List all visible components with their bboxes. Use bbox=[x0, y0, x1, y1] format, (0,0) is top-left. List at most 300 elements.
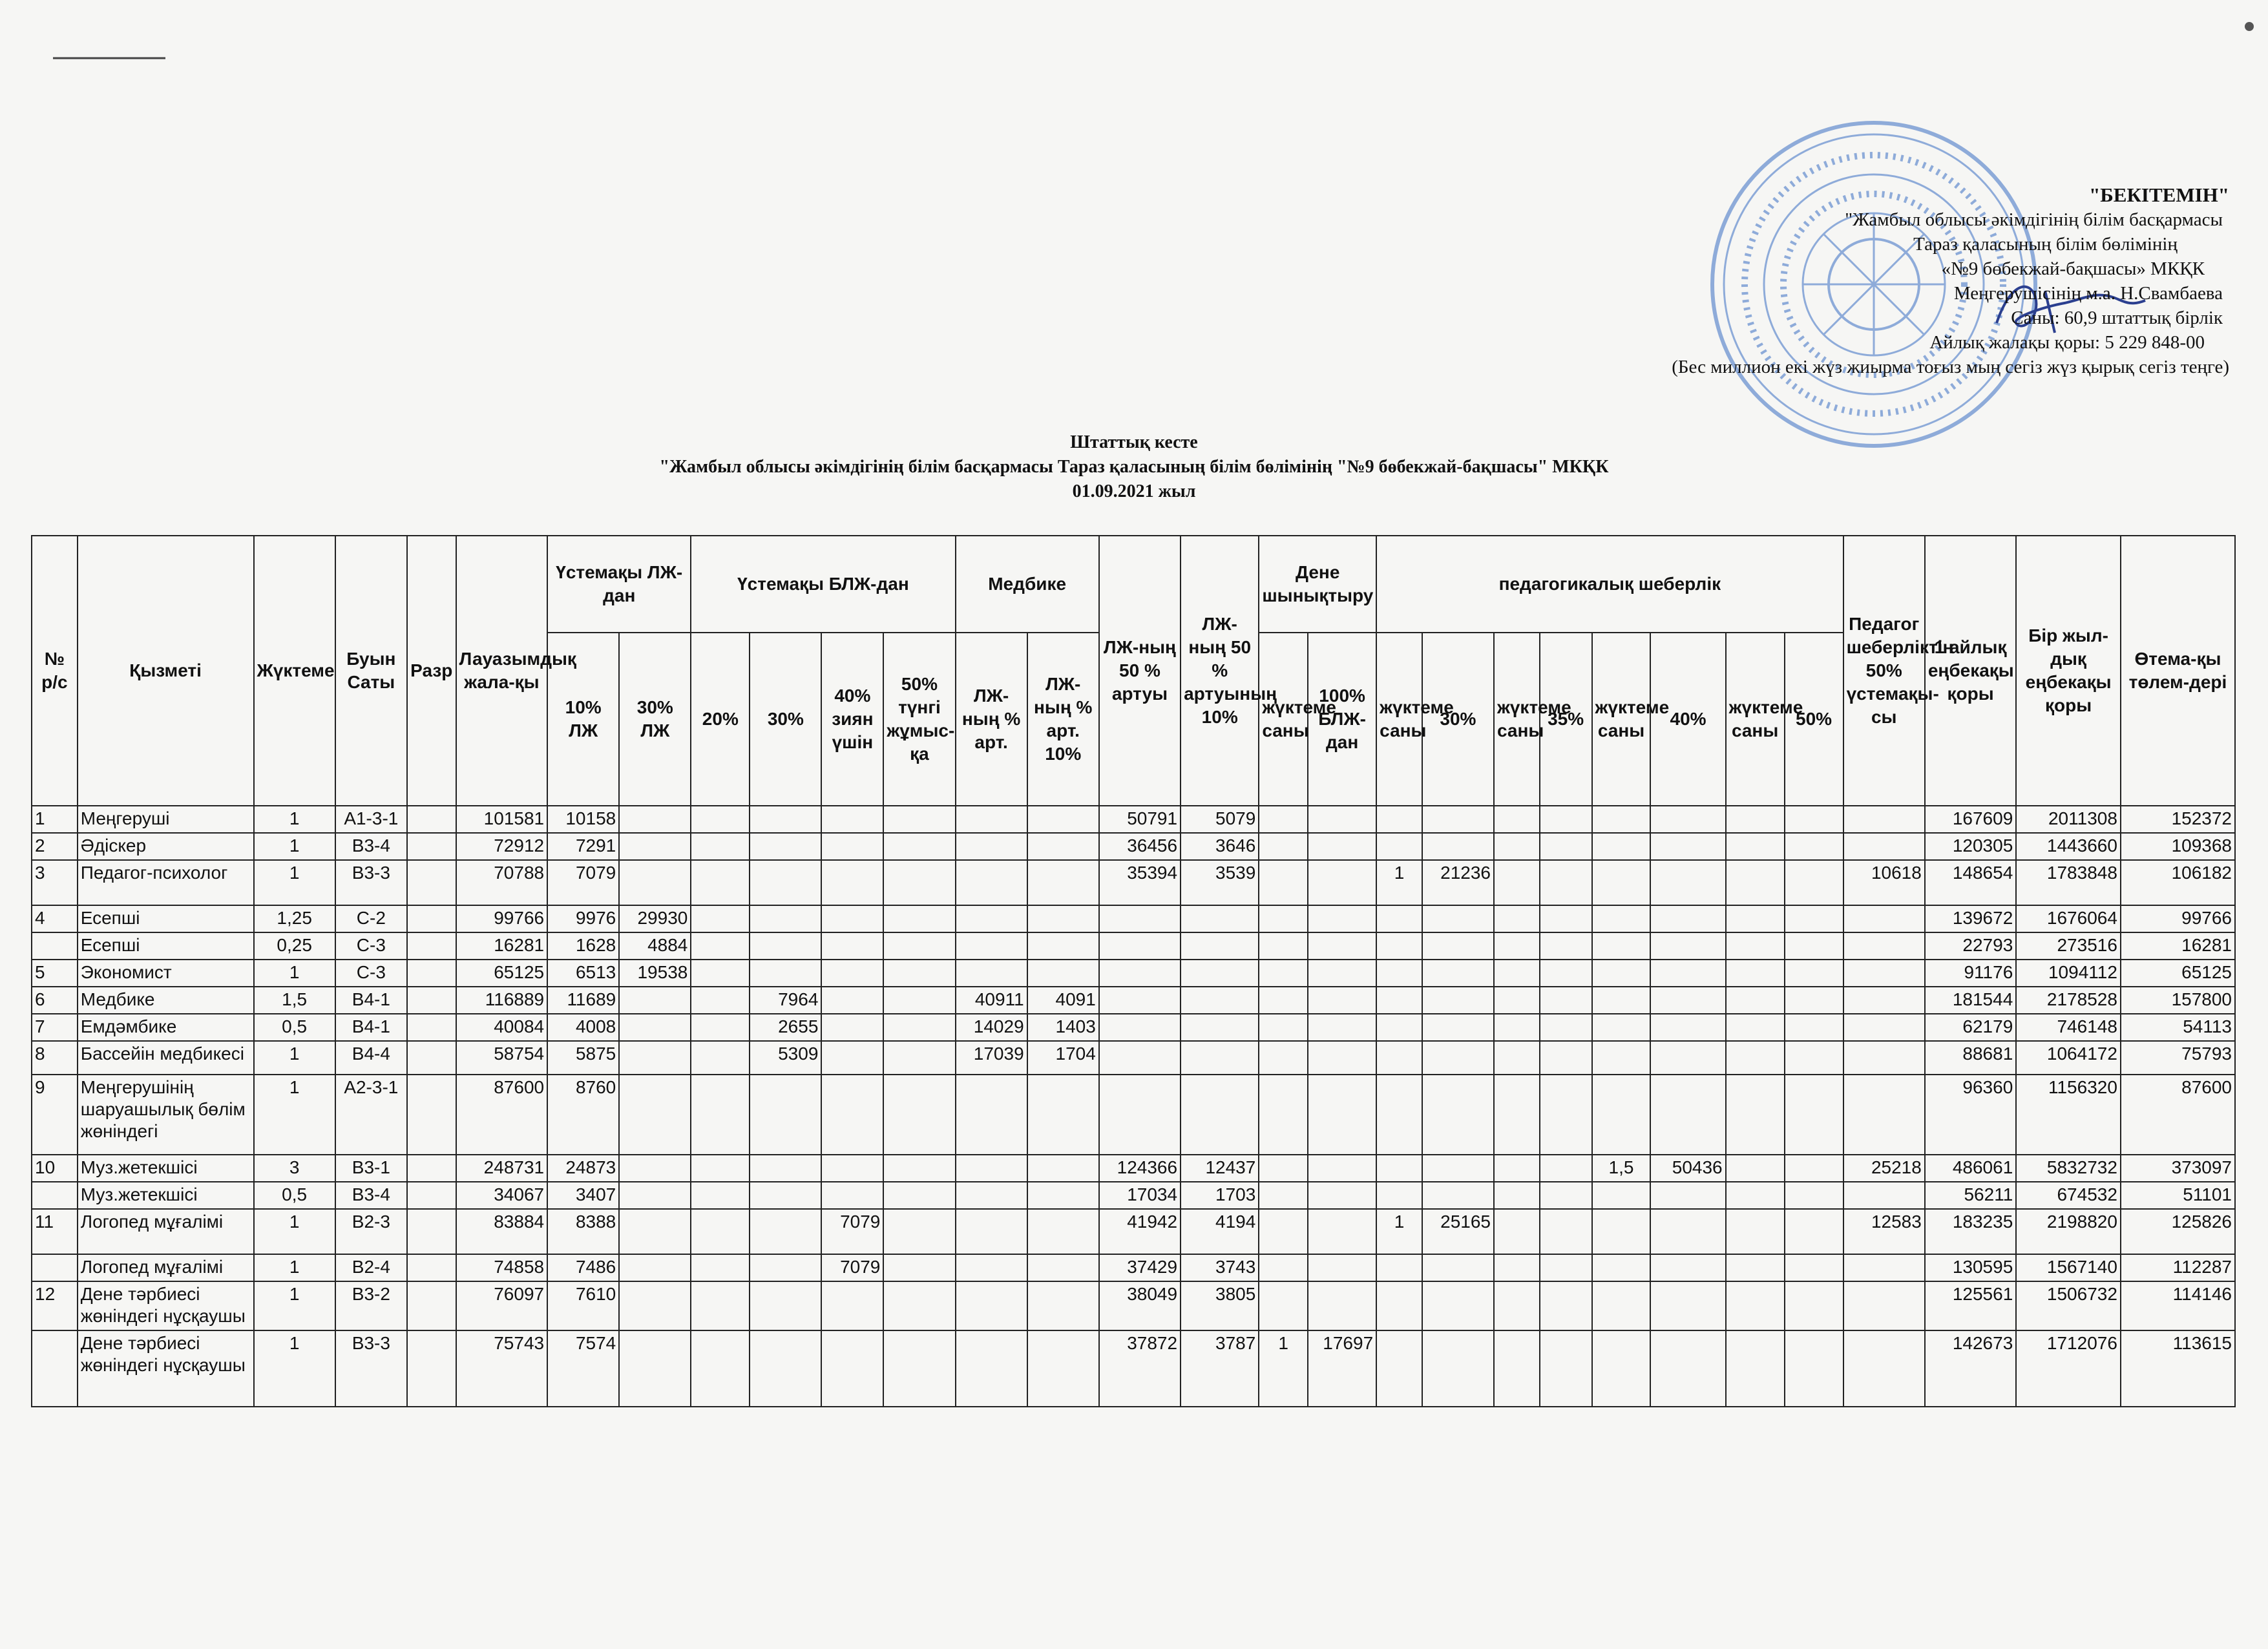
approval-fund-in-words: (Бес миллион екі жүз жиырма тоғыз мың сегіз жүз қырық сегіз теңге) bbox=[1672, 357, 2229, 377]
cell-salary: 76097 bbox=[456, 1281, 547, 1330]
cell-c20 bbox=[691, 1281, 750, 1330]
col-bonus-blzh: Үстемақы БЛЖ-дан bbox=[691, 536, 955, 633]
cell-rank bbox=[407, 932, 456, 960]
cell-k4 bbox=[1726, 833, 1785, 860]
cell-rank bbox=[407, 806, 456, 833]
cell-load: 1 bbox=[254, 860, 335, 905]
cell-salary: 16281 bbox=[456, 932, 547, 960]
table-row bbox=[32, 1155, 2235, 1182]
cell-c20 bbox=[691, 1041, 750, 1075]
cell-p35 bbox=[1540, 1254, 1592, 1281]
cell-c30 bbox=[750, 1254, 821, 1281]
cell-p40 bbox=[1650, 1281, 1725, 1330]
title-line: Штаттық кесте bbox=[1070, 432, 1198, 452]
cell-c30: 5309 bbox=[750, 1041, 821, 1075]
col-physical-education: Дене шынықтыру bbox=[1259, 536, 1376, 633]
cell-c40 bbox=[821, 833, 883, 860]
cell-b10: 3407 bbox=[547, 1182, 619, 1209]
cell-c20 bbox=[691, 932, 750, 960]
cell-b30 bbox=[619, 860, 691, 905]
cell-grade: В2-4 bbox=[335, 1254, 407, 1281]
cell-no: 8 bbox=[32, 1041, 78, 1075]
cell-name: Емдәмбике bbox=[78, 1014, 254, 1041]
subcol: жүктеме саны bbox=[1726, 633, 1785, 806]
table-row bbox=[32, 860, 2235, 905]
cell-c20 bbox=[691, 1155, 750, 1182]
cell-l50: 124366 bbox=[1099, 1155, 1181, 1182]
cell-c20 bbox=[691, 833, 750, 860]
cell-grade: С-3 bbox=[335, 960, 407, 987]
cell-salary: 83884 bbox=[456, 1209, 547, 1254]
cell-ped50: 12583 bbox=[1843, 1209, 1925, 1254]
col-bonus-lzh: Үстемақы ЛЖ-дан bbox=[547, 536, 691, 633]
cell-m: 62179 bbox=[1925, 1014, 2016, 1041]
cell-rank bbox=[407, 960, 456, 987]
cell-k3 bbox=[1592, 987, 1651, 1014]
cell-l10: 12437 bbox=[1181, 1155, 1259, 1182]
cell-k2 bbox=[1494, 1209, 1540, 1254]
cell-p35 bbox=[1540, 905, 1592, 932]
cell-n1 bbox=[956, 833, 1027, 860]
cell-l10 bbox=[1181, 987, 1259, 1014]
subcol: 20% bbox=[691, 633, 750, 806]
cell-n1 bbox=[956, 1075, 1027, 1155]
cell-n1: 17039 bbox=[956, 1041, 1027, 1075]
cell-k2 bbox=[1494, 1281, 1540, 1330]
cell-pe100 bbox=[1308, 1014, 1376, 1041]
cell-k3 bbox=[1592, 806, 1651, 833]
cell-p35 bbox=[1540, 806, 1592, 833]
subcol: жүктеме саны bbox=[1376, 633, 1422, 806]
cell-k1: 1 bbox=[1376, 1209, 1422, 1254]
title-date: 01.09.2021 жыл bbox=[1072, 481, 1196, 501]
cell-rank bbox=[407, 1281, 456, 1330]
cell-c30 bbox=[750, 1330, 821, 1407]
cell-comp: 157800 bbox=[2121, 987, 2235, 1014]
col-salary: Лауазымдық жала-қы bbox=[456, 536, 547, 806]
cell-c30 bbox=[750, 960, 821, 987]
cell-n2: 1704 bbox=[1027, 1041, 1099, 1075]
cell-name: Муз.жетекшісі bbox=[78, 1182, 254, 1209]
cell-y: 2178528 bbox=[2016, 987, 2121, 1014]
cell-c20 bbox=[691, 1254, 750, 1281]
cell-load: 0,5 bbox=[254, 1014, 335, 1041]
cell-salary: 87600 bbox=[456, 1075, 547, 1155]
cell-n2 bbox=[1027, 1254, 1099, 1281]
cell-m: 167609 bbox=[1925, 806, 2016, 833]
cell-rank bbox=[407, 1014, 456, 1041]
cell-y: 1156320 bbox=[2016, 1075, 2121, 1155]
cell-p30: 21236 bbox=[1422, 860, 1494, 905]
cell-k1 bbox=[1376, 905, 1422, 932]
cell-k1 bbox=[1376, 1254, 1422, 1281]
col-rank: Разр bbox=[407, 536, 456, 806]
cell-k4 bbox=[1726, 1330, 1785, 1407]
cell-n2: 1403 bbox=[1027, 1014, 1099, 1041]
cell-no: 11 bbox=[32, 1209, 78, 1254]
approval-monthly-fund: Айлық жалақы қоры: 5 229 848-00 bbox=[1929, 332, 2205, 353]
cell-pe100 bbox=[1308, 960, 1376, 987]
cell-m: 56211 bbox=[1925, 1182, 2016, 1209]
cell-p30 bbox=[1422, 1155, 1494, 1182]
cell-c30 bbox=[750, 1155, 821, 1182]
cell-c40 bbox=[821, 1014, 883, 1041]
cell-p30 bbox=[1422, 1182, 1494, 1209]
cell-k1 bbox=[1376, 1014, 1422, 1041]
cell-c50 bbox=[883, 860, 955, 905]
cell-y: 1064172 bbox=[2016, 1041, 2121, 1075]
cell-y: 1094112 bbox=[2016, 960, 2121, 987]
cell-p50 bbox=[1785, 1041, 1843, 1075]
cell-l10: 5079 bbox=[1181, 806, 1259, 833]
cell-name: Логопед мұғалімі bbox=[78, 1209, 254, 1254]
cell-c50 bbox=[883, 1281, 955, 1330]
cell-k4 bbox=[1726, 1041, 1785, 1075]
cell-rank bbox=[407, 1254, 456, 1281]
cell-pe100 bbox=[1308, 1155, 1376, 1182]
cell-b30: 29930 bbox=[619, 905, 691, 932]
cell-p35 bbox=[1540, 860, 1592, 905]
cell-rank bbox=[407, 1041, 456, 1075]
cell-b30 bbox=[619, 987, 691, 1014]
cell-no: 9 bbox=[32, 1075, 78, 1155]
cell-p30 bbox=[1422, 1075, 1494, 1155]
table-row bbox=[32, 960, 2235, 987]
cell-ped50 bbox=[1843, 905, 1925, 932]
cell-k2 bbox=[1494, 987, 1540, 1014]
cell-b10: 7079 bbox=[547, 860, 619, 905]
cell-c20 bbox=[691, 1209, 750, 1254]
cell-p35 bbox=[1540, 1330, 1592, 1407]
cell-k3 bbox=[1592, 1209, 1651, 1254]
cell-c40 bbox=[821, 806, 883, 833]
cell-load: 1 bbox=[254, 960, 335, 987]
cell-k2 bbox=[1494, 860, 1540, 905]
cell-no bbox=[32, 1330, 78, 1407]
cell-b10: 6513 bbox=[547, 960, 619, 987]
cell-pe100 bbox=[1308, 806, 1376, 833]
cell-rank bbox=[407, 860, 456, 905]
cell-l50: 38049 bbox=[1099, 1281, 1181, 1330]
cell-p50 bbox=[1785, 1182, 1843, 1209]
cell-ped50 bbox=[1843, 1254, 1925, 1281]
cell-rank bbox=[407, 987, 456, 1014]
cell-grade: В3-4 bbox=[335, 1182, 407, 1209]
cell-grade: В3-1 bbox=[335, 1155, 407, 1182]
cell-k1: 1 bbox=[1376, 860, 1422, 905]
cell-k4 bbox=[1726, 1254, 1785, 1281]
cell-p50 bbox=[1785, 960, 1843, 987]
cell-k3 bbox=[1592, 1041, 1651, 1075]
cell-load: 0,25 bbox=[254, 932, 335, 960]
cell-c50 bbox=[883, 1254, 955, 1281]
cell-k2 bbox=[1494, 1041, 1540, 1075]
cell-y: 1443660 bbox=[2016, 833, 2121, 860]
cell-c50 bbox=[883, 1182, 955, 1209]
cell-p30 bbox=[1422, 1254, 1494, 1281]
cell-load: 1 bbox=[254, 1041, 335, 1075]
cell-k4 bbox=[1726, 932, 1785, 960]
cell-grade: С-3 bbox=[335, 932, 407, 960]
cell-p35 bbox=[1540, 1155, 1592, 1182]
cell-n2: 4091 bbox=[1027, 987, 1099, 1014]
cell-no: 6 bbox=[32, 987, 78, 1014]
cell-m: 96360 bbox=[1925, 1075, 2016, 1155]
cell-no: 2 bbox=[32, 833, 78, 860]
table-row bbox=[32, 987, 2235, 1014]
cell-k4 bbox=[1726, 1182, 1785, 1209]
cell-salary: 75743 bbox=[456, 1330, 547, 1407]
cell-p35 bbox=[1540, 1041, 1592, 1075]
cell-b30 bbox=[619, 1075, 691, 1155]
cell-ped50 bbox=[1843, 833, 1925, 860]
cell-c20 bbox=[691, 860, 750, 905]
cell-c40: 7079 bbox=[821, 1254, 883, 1281]
cell-p50 bbox=[1785, 1075, 1843, 1155]
cell-b30 bbox=[619, 1254, 691, 1281]
cell-pec bbox=[1259, 1075, 1308, 1155]
cell-comp: 109368 bbox=[2121, 833, 2235, 860]
cell-b30 bbox=[619, 1155, 691, 1182]
cell-c30: 2655 bbox=[750, 1014, 821, 1041]
cell-y: 273516 bbox=[2016, 932, 2121, 960]
cell-b30 bbox=[619, 1281, 691, 1330]
cell-no: 12 bbox=[32, 1281, 78, 1330]
col-no: № р/с bbox=[32, 536, 78, 806]
cell-p30 bbox=[1422, 1281, 1494, 1330]
subcol: 35% bbox=[1540, 633, 1592, 806]
cell-name: Бассейін медбикесі bbox=[78, 1041, 254, 1075]
cell-c50 bbox=[883, 806, 955, 833]
cell-salary: 74858 bbox=[456, 1254, 547, 1281]
cell-p35 bbox=[1540, 1182, 1592, 1209]
cell-n2 bbox=[1027, 860, 1099, 905]
cell-p40 bbox=[1650, 1254, 1725, 1281]
cell-p35 bbox=[1540, 1209, 1592, 1254]
cell-y: 1676064 bbox=[2016, 905, 2121, 932]
cell-comp: 125826 bbox=[2121, 1209, 2235, 1254]
cell-l50 bbox=[1099, 932, 1181, 960]
subcol: жүктеме саны bbox=[1592, 633, 1651, 806]
cell-n2 bbox=[1027, 1281, 1099, 1330]
cell-c40 bbox=[821, 932, 883, 960]
approval-signatory: Меңгерушісінің м.а. Н.Свамбаева bbox=[1953, 283, 2223, 304]
table-row bbox=[32, 1281, 2235, 1330]
cell-no bbox=[32, 1182, 78, 1209]
cell-m: 88681 bbox=[1925, 1041, 2016, 1075]
cell-pe100 bbox=[1308, 1254, 1376, 1281]
subcol: 40% зиян үшін bbox=[821, 633, 883, 806]
cell-n1: 14029 bbox=[956, 1014, 1027, 1041]
cell-comp: 51101 bbox=[2121, 1182, 2235, 1209]
cell-comp: 112287 bbox=[2121, 1254, 2235, 1281]
cell-pec bbox=[1259, 806, 1308, 833]
cell-k2 bbox=[1494, 1254, 1540, 1281]
cell-salary: 70788 bbox=[456, 860, 547, 905]
cell-m: 91176 bbox=[1925, 960, 2016, 987]
cell-b30 bbox=[619, 1209, 691, 1254]
cell-b10: 8388 bbox=[547, 1209, 619, 1254]
cell-l10: 4194 bbox=[1181, 1209, 1259, 1254]
cell-l10: 3787 bbox=[1181, 1330, 1259, 1407]
cell-ped50 bbox=[1843, 1330, 1925, 1407]
cell-k3 bbox=[1592, 932, 1651, 960]
cell-c50 bbox=[883, 1209, 955, 1254]
cell-rank bbox=[407, 833, 456, 860]
cell-k2 bbox=[1494, 1155, 1540, 1182]
cell-load: 1,5 bbox=[254, 987, 335, 1014]
cell-k3 bbox=[1592, 1075, 1651, 1155]
approval-heading: "БЕКІТЕМІН" bbox=[2089, 184, 2229, 206]
cell-no: 7 bbox=[32, 1014, 78, 1041]
cell-l50: 17034 bbox=[1099, 1182, 1181, 1209]
cell-name: Есепші bbox=[78, 905, 254, 932]
cell-c40 bbox=[821, 905, 883, 932]
cell-ped50 bbox=[1843, 960, 1925, 987]
cell-b10: 5875 bbox=[547, 1041, 619, 1075]
cell-c50 bbox=[883, 932, 955, 960]
cell-no: 1 bbox=[32, 806, 78, 833]
cell-c40 bbox=[821, 987, 883, 1014]
cell-l50 bbox=[1099, 987, 1181, 1014]
cell-n1 bbox=[956, 860, 1027, 905]
cell-c20 bbox=[691, 987, 750, 1014]
cell-k3 bbox=[1592, 960, 1651, 987]
cell-pec bbox=[1259, 1182, 1308, 1209]
cell-b10: 7291 bbox=[547, 833, 619, 860]
cell-n2 bbox=[1027, 1209, 1099, 1254]
cell-p50 bbox=[1785, 806, 1843, 833]
cell-y: 1783848 bbox=[2016, 860, 2121, 905]
cell-n2 bbox=[1027, 1155, 1099, 1182]
cell-k4 bbox=[1726, 1209, 1785, 1254]
cell-b30 bbox=[619, 1014, 691, 1041]
cell-c50 bbox=[883, 905, 955, 932]
cell-ped50 bbox=[1843, 1041, 1925, 1075]
cell-load: 1 bbox=[254, 1330, 335, 1407]
cell-b30 bbox=[619, 1182, 691, 1209]
cell-name: Педагог-психолог bbox=[78, 860, 254, 905]
cell-no: 4 bbox=[32, 905, 78, 932]
subcol: 10% ЛЖ bbox=[547, 633, 619, 806]
approval-staff-units: Саны: 60,9 штаттық бірлік bbox=[2011, 308, 2223, 328]
cell-n1 bbox=[956, 1155, 1027, 1182]
cell-ped50: 10618 bbox=[1843, 860, 1925, 905]
cell-m: 142673 bbox=[1925, 1330, 2016, 1407]
cell-c40 bbox=[821, 1041, 883, 1075]
cell-p40 bbox=[1650, 905, 1725, 932]
subcol: 50% түнгі жұмыс-қа bbox=[883, 633, 955, 806]
cell-p30 bbox=[1422, 987, 1494, 1014]
subcol: ЛЖ-ның % арт. bbox=[956, 633, 1027, 806]
cell-p40 bbox=[1650, 1209, 1725, 1254]
cell-c50 bbox=[883, 1075, 955, 1155]
table-row bbox=[32, 1330, 2235, 1407]
cell-n1 bbox=[956, 806, 1027, 833]
cell-ped50 bbox=[1843, 1281, 1925, 1330]
cell-name: Медбике bbox=[78, 987, 254, 1014]
cell-l50: 35394 bbox=[1099, 860, 1181, 905]
cell-rank bbox=[407, 1182, 456, 1209]
cell-ped50 bbox=[1843, 932, 1925, 960]
cell-c50 bbox=[883, 987, 955, 1014]
cell-comp: 99766 bbox=[2121, 905, 2235, 932]
cell-no bbox=[32, 1254, 78, 1281]
cell-k1 bbox=[1376, 1182, 1422, 1209]
cell-l50: 50791 bbox=[1099, 806, 1181, 833]
table-row bbox=[32, 806, 2235, 833]
cell-ped50 bbox=[1843, 1182, 1925, 1209]
cell-load: 1,25 bbox=[254, 905, 335, 932]
cell-p40 bbox=[1650, 860, 1725, 905]
cell-load: 1 bbox=[254, 1209, 335, 1254]
cell-pe100 bbox=[1308, 1182, 1376, 1209]
cell-salary: 72912 bbox=[456, 833, 547, 860]
cell-l10: 3743 bbox=[1181, 1254, 1259, 1281]
cell-pec bbox=[1259, 1254, 1308, 1281]
cell-pe100 bbox=[1308, 1281, 1376, 1330]
cell-k4 bbox=[1726, 1014, 1785, 1041]
cell-k3 bbox=[1592, 1330, 1651, 1407]
cell-n2 bbox=[1027, 932, 1099, 960]
cell-c40 bbox=[821, 960, 883, 987]
cell-load: 1 bbox=[254, 833, 335, 860]
cell-b30 bbox=[619, 1041, 691, 1075]
cell-b10: 7574 bbox=[547, 1330, 619, 1407]
cell-p35 bbox=[1540, 932, 1592, 960]
cell-m: 181544 bbox=[1925, 987, 2016, 1014]
cell-n2 bbox=[1027, 905, 1099, 932]
cell-comp: 16281 bbox=[2121, 932, 2235, 960]
cell-k1 bbox=[1376, 806, 1422, 833]
cell-load: 0,5 bbox=[254, 1182, 335, 1209]
cell-p30 bbox=[1422, 960, 1494, 987]
pen-mark bbox=[52, 56, 168, 61]
cell-l10: 3539 bbox=[1181, 860, 1259, 905]
cell-name: Экономист bbox=[78, 960, 254, 987]
cell-ped50 bbox=[1843, 806, 1925, 833]
staffing-table bbox=[31, 535, 2236, 1407]
cell-b10: 24873 bbox=[547, 1155, 619, 1182]
cell-k2 bbox=[1494, 960, 1540, 987]
cell-y: 1712076 bbox=[2016, 1330, 2121, 1407]
cell-n2 bbox=[1027, 806, 1099, 833]
cell-l50: 36456 bbox=[1099, 833, 1181, 860]
cell-n1: 40911 bbox=[956, 987, 1027, 1014]
cell-k1 bbox=[1376, 1075, 1422, 1155]
cell-name: Муз.жетекшісі bbox=[78, 1155, 254, 1182]
cell-k2 bbox=[1494, 1075, 1540, 1155]
cell-comp: 152372 bbox=[2121, 806, 2235, 833]
cell-l50: 37429 bbox=[1099, 1254, 1181, 1281]
cell-p50 bbox=[1785, 932, 1843, 960]
cell-load: 1 bbox=[254, 806, 335, 833]
cell-pe100 bbox=[1308, 1075, 1376, 1155]
cell-k2 bbox=[1494, 932, 1540, 960]
cell-c40: 7079 bbox=[821, 1209, 883, 1254]
cell-p35 bbox=[1540, 987, 1592, 1014]
col-nurse: Медбике bbox=[956, 536, 1099, 633]
cell-p50 bbox=[1785, 905, 1843, 932]
cell-p35 bbox=[1540, 1075, 1592, 1155]
approval-line: «№9 бөбекжай-бақшасы» МКҚК bbox=[1941, 258, 2205, 279]
cell-p40 bbox=[1650, 1014, 1725, 1041]
cell-b10: 9976 bbox=[547, 905, 619, 932]
cell-pec bbox=[1259, 860, 1308, 905]
cell-pec bbox=[1259, 1014, 1308, 1041]
cell-p30: 25165 bbox=[1422, 1209, 1494, 1254]
cell-name: Дене тәрбиесі жөніндегі нұсқаушы bbox=[78, 1281, 254, 1330]
